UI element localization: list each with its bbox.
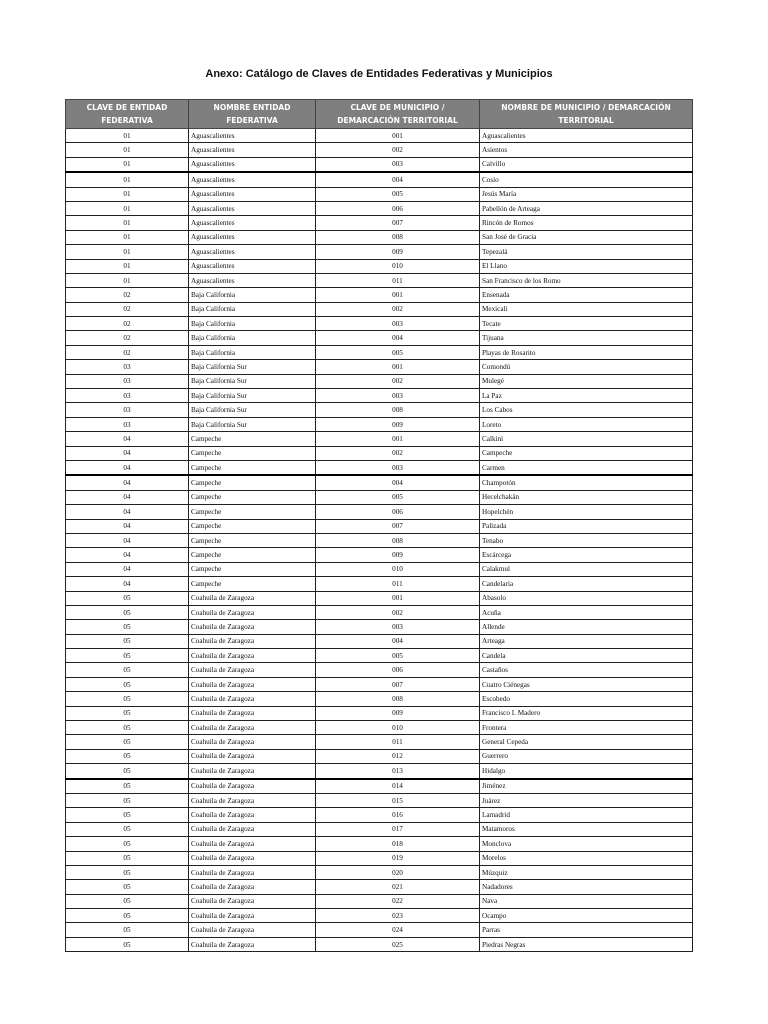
table-row xyxy=(66,909,693,923)
table-row xyxy=(66,519,693,533)
cell-nombre-municipio: Francisco I. Madero xyxy=(480,706,693,720)
table-row xyxy=(66,808,693,822)
cell-clave-entidad: 05 xyxy=(66,822,189,836)
cell-nombre-entidad: Campeche xyxy=(189,533,316,547)
cell-nombre-municipio: Juárez xyxy=(480,793,693,807)
table-row xyxy=(66,822,693,836)
cell-clave-municipio: 011 xyxy=(316,577,480,591)
table-row xyxy=(66,172,693,187)
cell-nombre-entidad: Baja California xyxy=(189,302,316,316)
cell-nombre-municipio: Aguascalientes xyxy=(480,129,693,143)
cell-nombre-municipio: Los Cabos xyxy=(480,403,693,417)
cell-clave-entidad: 04 xyxy=(66,432,189,446)
cell-nombre-entidad: Coahuila de Zaragoza xyxy=(189,735,316,749)
cell-nombre-municipio: Candela xyxy=(480,649,693,663)
cell-clave-municipio: 023 xyxy=(316,909,480,923)
cell-nombre-municipio: Calakmul xyxy=(480,562,693,576)
cell-nombre-municipio: Jiménez xyxy=(480,779,693,794)
cell-nombre-entidad: Coahuila de Zaragoza xyxy=(189,749,316,763)
cell-nombre-municipio: Mulegé xyxy=(480,374,693,388)
header-clave-entidad: CLAVE DE ENTIDAD FEDERATIVA xyxy=(66,100,189,129)
cell-clave-entidad: 04 xyxy=(66,577,189,591)
cell-clave-entidad: 05 xyxy=(66,779,189,794)
cell-clave-municipio: 009 xyxy=(316,706,480,720)
cell-clave-municipio: 009 xyxy=(316,245,480,259)
cell-clave-entidad: 04 xyxy=(66,505,189,519)
cell-nombre-entidad: Campeche xyxy=(189,548,316,562)
cell-clave-municipio: 004 xyxy=(316,634,480,648)
cell-nombre-entidad: Coahuila de Zaragoza xyxy=(189,923,316,937)
cell-clave-municipio: 019 xyxy=(316,851,480,865)
cell-clave-entidad: 03 xyxy=(66,403,189,417)
cell-clave-municipio: 016 xyxy=(316,808,480,822)
cell-clave-entidad: 01 xyxy=(66,230,189,244)
table-row xyxy=(66,692,693,706)
cell-clave-municipio: 002 xyxy=(316,143,480,157)
cell-nombre-entidad: Baja California xyxy=(189,317,316,331)
cell-clave-municipio: 003 xyxy=(316,157,480,172)
cell-clave-municipio: 009 xyxy=(316,417,480,431)
cell-clave-entidad: 03 xyxy=(66,417,189,431)
cell-clave-entidad: 04 xyxy=(66,475,189,490)
table-row xyxy=(66,490,693,504)
cell-nombre-municipio: Ocampo xyxy=(480,909,693,923)
cell-clave-entidad: 02 xyxy=(66,288,189,302)
cell-nombre-entidad: Baja California Sur xyxy=(189,417,316,431)
cell-clave-entidad: 05 xyxy=(66,620,189,634)
table-row xyxy=(66,533,693,547)
cell-clave-municipio: 005 xyxy=(316,649,480,663)
cell-clave-municipio: 011 xyxy=(316,273,480,287)
cell-clave-entidad: 05 xyxy=(66,923,189,937)
table-row xyxy=(66,374,693,388)
cell-clave-entidad: 02 xyxy=(66,331,189,345)
table-row xyxy=(66,562,693,576)
table-row xyxy=(66,230,693,244)
cell-clave-entidad: 01 xyxy=(66,172,189,187)
header-nombre-municipio: NOMBRE DE MUNICIPIO / DEMARCACIÓN TERRITORIAL xyxy=(480,100,693,129)
cell-clave-entidad: 05 xyxy=(66,692,189,706)
cell-nombre-municipio: Champotón xyxy=(480,475,693,490)
cell-clave-entidad: 05 xyxy=(66,721,189,735)
table-row xyxy=(66,591,693,605)
cell-nombre-entidad: Campeche xyxy=(189,577,316,591)
cell-clave-entidad: 04 xyxy=(66,548,189,562)
cell-clave-entidad: 01 xyxy=(66,259,189,273)
cell-clave-municipio: 021 xyxy=(316,880,480,894)
table-row xyxy=(66,157,693,172)
header-clave-municipio: CLAVE DE MUNICIPIO / DEMARCACIÓN TERRITORIAL xyxy=(316,100,480,129)
cell-clave-entidad: 04 xyxy=(66,460,189,475)
table-row xyxy=(66,605,693,619)
table-row xyxy=(66,143,693,157)
cell-nombre-entidad: Coahuila de Zaragoza xyxy=(189,721,316,735)
table-row xyxy=(66,389,693,403)
cell-nombre-entidad: Baja California xyxy=(189,331,316,345)
cell-nombre-municipio: Morelos xyxy=(480,851,693,865)
cell-clave-municipio: 005 xyxy=(316,490,480,504)
cell-clave-municipio: 003 xyxy=(316,620,480,634)
cell-clave-municipio: 007 xyxy=(316,519,480,533)
cell-nombre-entidad: Coahuila de Zaragoza xyxy=(189,605,316,619)
cell-nombre-municipio: Candelaria xyxy=(480,577,693,591)
cell-nombre-municipio: Tenabo xyxy=(480,533,693,547)
cell-nombre-entidad: Coahuila de Zaragoza xyxy=(189,677,316,691)
cell-clave-entidad: 05 xyxy=(66,677,189,691)
cell-nombre-entidad: Campeche xyxy=(189,519,316,533)
table-row xyxy=(66,216,693,230)
table-row xyxy=(66,663,693,677)
cell-nombre-entidad: Coahuila de Zaragoza xyxy=(189,649,316,663)
cell-nombre-entidad: Aguascalientes xyxy=(189,245,316,259)
cell-nombre-municipio: Cosío xyxy=(480,172,693,187)
table-row xyxy=(66,345,693,359)
cell-clave-entidad: 05 xyxy=(66,649,189,663)
cell-clave-municipio: 022 xyxy=(316,894,480,908)
cell-clave-municipio: 005 xyxy=(316,187,480,201)
cell-clave-entidad: 04 xyxy=(66,490,189,504)
table-row xyxy=(66,505,693,519)
table-row xyxy=(66,259,693,273)
cell-clave-entidad: 04 xyxy=(66,562,189,576)
table-row xyxy=(66,677,693,691)
cell-nombre-municipio: San José de Gracia xyxy=(480,230,693,244)
table-row xyxy=(66,548,693,562)
cell-clave-entidad: 05 xyxy=(66,793,189,807)
cell-nombre-municipio: Ensenada xyxy=(480,288,693,302)
cell-nombre-entidad: Coahuila de Zaragoza xyxy=(189,865,316,879)
cell-nombre-municipio: Nava xyxy=(480,894,693,908)
table-row xyxy=(66,273,693,287)
cell-clave-entidad: 05 xyxy=(66,591,189,605)
cell-nombre-entidad: Coahuila de Zaragoza xyxy=(189,764,316,779)
cell-clave-entidad: 04 xyxy=(66,519,189,533)
cell-nombre-municipio: Abasolo xyxy=(480,591,693,605)
cell-clave-entidad: 05 xyxy=(66,837,189,851)
cell-clave-entidad: 02 xyxy=(66,317,189,331)
cell-clave-entidad: 01 xyxy=(66,187,189,201)
cell-clave-entidad: 05 xyxy=(66,851,189,865)
cell-clave-municipio: 008 xyxy=(316,533,480,547)
cell-clave-municipio: 018 xyxy=(316,837,480,851)
cell-clave-municipio: 012 xyxy=(316,749,480,763)
cell-clave-entidad: 05 xyxy=(66,764,189,779)
cell-nombre-municipio: Asientos xyxy=(480,143,693,157)
cell-nombre-entidad: Coahuila de Zaragoza xyxy=(189,851,316,865)
cell-nombre-municipio: Campeche xyxy=(480,446,693,460)
cell-nombre-municipio: Escárcega xyxy=(480,548,693,562)
cell-clave-entidad: 02 xyxy=(66,345,189,359)
table-row xyxy=(66,317,693,331)
cell-clave-municipio: 010 xyxy=(316,721,480,735)
table-row xyxy=(66,923,693,937)
cell-clave-entidad: 01 xyxy=(66,245,189,259)
cell-nombre-municipio: El Llano xyxy=(480,259,693,273)
cell-nombre-entidad: Campeche xyxy=(189,446,316,460)
table-header xyxy=(66,100,693,129)
cell-nombre-entidad: Baja California Sur xyxy=(189,374,316,388)
table-row xyxy=(66,245,693,259)
cell-clave-entidad: 05 xyxy=(66,735,189,749)
cell-nombre-entidad: Baja California Sur xyxy=(189,360,316,374)
cell-nombre-municipio: Frontera xyxy=(480,721,693,735)
table-row xyxy=(66,187,693,201)
table-row xyxy=(66,201,693,215)
cell-nombre-municipio: Múzquiz xyxy=(480,865,693,879)
table-row xyxy=(66,432,693,446)
cell-nombre-entidad: Aguascalientes xyxy=(189,230,316,244)
cell-nombre-municipio: Pabellón de Arteaga xyxy=(480,201,693,215)
cell-nombre-entidad: Campeche xyxy=(189,475,316,490)
cell-clave-municipio: 024 xyxy=(316,923,480,937)
table-row xyxy=(66,446,693,460)
cell-clave-entidad: 05 xyxy=(66,865,189,879)
cell-nombre-entidad: Coahuila de Zaragoza xyxy=(189,837,316,851)
table-row xyxy=(66,288,693,302)
cell-nombre-entidad: Aguascalientes xyxy=(189,143,316,157)
cell-clave-entidad: 01 xyxy=(66,157,189,172)
cell-nombre-municipio: Tepezalá xyxy=(480,245,693,259)
cell-clave-municipio: 011 xyxy=(316,735,480,749)
cell-nombre-entidad: Coahuila de Zaragoza xyxy=(189,779,316,794)
table-row xyxy=(66,417,693,431)
cell-clave-municipio: 004 xyxy=(316,331,480,345)
cell-clave-municipio: 003 xyxy=(316,389,480,403)
cell-clave-municipio: 002 xyxy=(316,605,480,619)
cell-nombre-municipio: Acuña xyxy=(480,605,693,619)
cell-nombre-entidad: Baja California Sur xyxy=(189,389,316,403)
cell-clave-entidad: 01 xyxy=(66,201,189,215)
table-row xyxy=(66,460,693,475)
cell-clave-municipio: 015 xyxy=(316,793,480,807)
table-row xyxy=(66,577,693,591)
cell-clave-entidad: 02 xyxy=(66,302,189,316)
cell-nombre-municipio: Rincón de Romos xyxy=(480,216,693,230)
table-row xyxy=(66,851,693,865)
cell-clave-municipio: 005 xyxy=(316,345,480,359)
cell-nombre-municipio: Castaños xyxy=(480,663,693,677)
table-row xyxy=(66,793,693,807)
table-row xyxy=(66,779,693,794)
cell-clave-entidad: 05 xyxy=(66,663,189,677)
cell-clave-entidad: 01 xyxy=(66,216,189,230)
cell-nombre-entidad: Coahuila de Zaragoza xyxy=(189,793,316,807)
cell-nombre-entidad: Aguascalientes xyxy=(189,216,316,230)
cell-nombre-municipio: Carmen xyxy=(480,460,693,475)
table-row xyxy=(66,649,693,663)
cell-nombre-entidad: Aguascalientes xyxy=(189,157,316,172)
table-row xyxy=(66,302,693,316)
cell-clave-municipio: 006 xyxy=(316,201,480,215)
cell-nombre-municipio: Hidalgo xyxy=(480,764,693,779)
cell-nombre-entidad: Coahuila de Zaragoza xyxy=(189,808,316,822)
cell-nombre-entidad: Coahuila de Zaragoza xyxy=(189,692,316,706)
cell-nombre-entidad: Coahuila de Zaragoza xyxy=(189,909,316,923)
cell-nombre-municipio: Matamoros xyxy=(480,822,693,836)
cell-clave-entidad: 05 xyxy=(66,706,189,720)
cell-nombre-entidad: Coahuila de Zaragoza xyxy=(189,822,316,836)
table-row xyxy=(66,880,693,894)
cell-nombre-municipio: Calkiní xyxy=(480,432,693,446)
cell-nombre-entidad: Baja California xyxy=(189,288,316,302)
table-row xyxy=(66,360,693,374)
cell-clave-municipio: 014 xyxy=(316,779,480,794)
cell-nombre-municipio: Calvillo xyxy=(480,157,693,172)
table-body xyxy=(66,129,693,952)
table-row xyxy=(66,764,693,779)
cell-nombre-municipio: Tijuana xyxy=(480,331,693,345)
catalog-table xyxy=(65,99,693,952)
cell-clave-municipio: 002 xyxy=(316,374,480,388)
cell-clave-municipio: 010 xyxy=(316,259,480,273)
cell-clave-municipio: 001 xyxy=(316,288,480,302)
table-row xyxy=(66,749,693,763)
cell-clave-entidad: 04 xyxy=(66,533,189,547)
cell-clave-municipio: 020 xyxy=(316,865,480,879)
cell-nombre-entidad: Campeche xyxy=(189,432,316,446)
cell-nombre-municipio: Parras xyxy=(480,923,693,937)
cell-clave-entidad: 05 xyxy=(66,605,189,619)
cell-nombre-municipio: Hopelchén xyxy=(480,505,693,519)
table-row xyxy=(66,403,693,417)
cell-nombre-entidad: Coahuila de Zaragoza xyxy=(189,894,316,908)
cell-clave-municipio: 007 xyxy=(316,216,480,230)
cell-clave-municipio: 003 xyxy=(316,317,480,331)
cell-clave-entidad: 01 xyxy=(66,143,189,157)
cell-nombre-entidad: Campeche xyxy=(189,562,316,576)
cell-nombre-entidad: Aguascalientes xyxy=(189,259,316,273)
cell-clave-municipio: 001 xyxy=(316,360,480,374)
cell-clave-municipio: 002 xyxy=(316,302,480,316)
cell-clave-entidad: 03 xyxy=(66,360,189,374)
cell-nombre-municipio: Jesús María xyxy=(480,187,693,201)
cell-nombre-municipio: La Paz xyxy=(480,389,693,403)
cell-clave-municipio: 025 xyxy=(316,937,480,951)
cell-nombre-municipio: General Cepeda xyxy=(480,735,693,749)
cell-nombre-entidad: Coahuila de Zaragoza xyxy=(189,880,316,894)
table-row xyxy=(66,634,693,648)
cell-nombre-municipio: Comondú xyxy=(480,360,693,374)
cell-nombre-entidad: Coahuila de Zaragoza xyxy=(189,634,316,648)
cell-nombre-municipio: San Francisco de los Romo xyxy=(480,273,693,287)
cell-nombre-entidad: Campeche xyxy=(189,505,316,519)
header-nombre-entidad: NOMBRE ENTIDAD FEDERATIVA xyxy=(189,100,316,129)
cell-nombre-entidad: Coahuila de Zaragoza xyxy=(189,706,316,720)
cell-nombre-municipio: Piedras Negras xyxy=(480,937,693,951)
cell-clave-entidad: 03 xyxy=(66,374,189,388)
table-row xyxy=(66,129,693,143)
cell-clave-entidad: 05 xyxy=(66,894,189,908)
cell-clave-municipio: 006 xyxy=(316,505,480,519)
cell-nombre-municipio: Escobedo xyxy=(480,692,693,706)
cell-nombre-entidad: Aguascalientes xyxy=(189,129,316,143)
cell-nombre-municipio: Guerrero xyxy=(480,749,693,763)
cell-clave-entidad: 01 xyxy=(66,273,189,287)
table-row xyxy=(66,331,693,345)
cell-nombre-entidad: Aguascalientes xyxy=(189,172,316,187)
cell-clave-municipio: 008 xyxy=(316,230,480,244)
cell-clave-municipio: 004 xyxy=(316,475,480,490)
cell-nombre-municipio: Nadadores xyxy=(480,880,693,894)
table-row xyxy=(66,620,693,634)
table-row xyxy=(66,706,693,720)
cell-clave-municipio: 008 xyxy=(316,692,480,706)
cell-nombre-municipio: Allende xyxy=(480,620,693,634)
cell-clave-entidad: 03 xyxy=(66,389,189,403)
cell-nombre-entidad: Coahuila de Zaragoza xyxy=(189,620,316,634)
cell-nombre-municipio: Loreto xyxy=(480,417,693,431)
cell-clave-municipio: 017 xyxy=(316,822,480,836)
table-row xyxy=(66,894,693,908)
cell-nombre-entidad: Campeche xyxy=(189,460,316,475)
table-row xyxy=(66,475,693,490)
page-title: Anexo: Catálogo de Claves de Entidades Federativas y Municipios xyxy=(205,68,553,80)
cell-nombre-entidad: Coahuila de Zaragoza xyxy=(189,937,316,951)
cell-clave-entidad: 05 xyxy=(66,749,189,763)
cell-nombre-entidad: Campeche xyxy=(189,490,316,504)
cell-nombre-entidad: Aguascalientes xyxy=(189,187,316,201)
cell-nombre-municipio: Tecate xyxy=(480,317,693,331)
cell-nombre-municipio: Lamadrid xyxy=(480,808,693,822)
cell-clave-municipio: 010 xyxy=(316,562,480,576)
cell-clave-municipio: 001 xyxy=(316,432,480,446)
cell-clave-entidad: 05 xyxy=(66,880,189,894)
cell-clave-entidad: 05 xyxy=(66,937,189,951)
cell-nombre-entidad: Baja California Sur xyxy=(189,403,316,417)
table-row xyxy=(66,735,693,749)
cell-clave-municipio: 006 xyxy=(316,663,480,677)
cell-clave-municipio: 002 xyxy=(316,446,480,460)
cell-clave-entidad: 05 xyxy=(66,808,189,822)
cell-clave-municipio: 004 xyxy=(316,172,480,187)
cell-nombre-entidad: Coahuila de Zaragoza xyxy=(189,591,316,605)
cell-nombre-municipio: Hecelchakán xyxy=(480,490,693,504)
cell-clave-entidad: 05 xyxy=(66,634,189,648)
table-row xyxy=(66,937,693,951)
cell-nombre-entidad: Aguascalientes xyxy=(189,273,316,287)
cell-clave-municipio: 013 xyxy=(316,764,480,779)
table-row xyxy=(66,721,693,735)
cell-clave-municipio: 009 xyxy=(316,548,480,562)
cell-nombre-entidad: Aguascalientes xyxy=(189,201,316,215)
cell-clave-entidad: 01 xyxy=(66,129,189,143)
cell-clave-municipio: 007 xyxy=(316,677,480,691)
cell-nombre-municipio: Palizada xyxy=(480,519,693,533)
cell-nombre-entidad: Baja California xyxy=(189,345,316,359)
cell-clave-entidad: 05 xyxy=(66,909,189,923)
cell-nombre-municipio: Monclova xyxy=(480,837,693,851)
cell-nombre-municipio: Cuatro Ciénegas xyxy=(480,677,693,691)
table-row xyxy=(66,865,693,879)
cell-clave-municipio: 001 xyxy=(316,591,480,605)
cell-nombre-municipio: Playas de Rosarito xyxy=(480,345,693,359)
cell-clave-municipio: 001 xyxy=(316,129,480,143)
cell-nombre-entidad: Coahuila de Zaragoza xyxy=(189,663,316,677)
cell-nombre-municipio: Arteaga xyxy=(480,634,693,648)
cell-nombre-municipio: Mexicali xyxy=(480,302,693,316)
cell-clave-municipio: 008 xyxy=(316,403,480,417)
table-row xyxy=(66,837,693,851)
cell-clave-entidad: 04 xyxy=(66,446,189,460)
cell-clave-municipio: 003 xyxy=(316,460,480,475)
